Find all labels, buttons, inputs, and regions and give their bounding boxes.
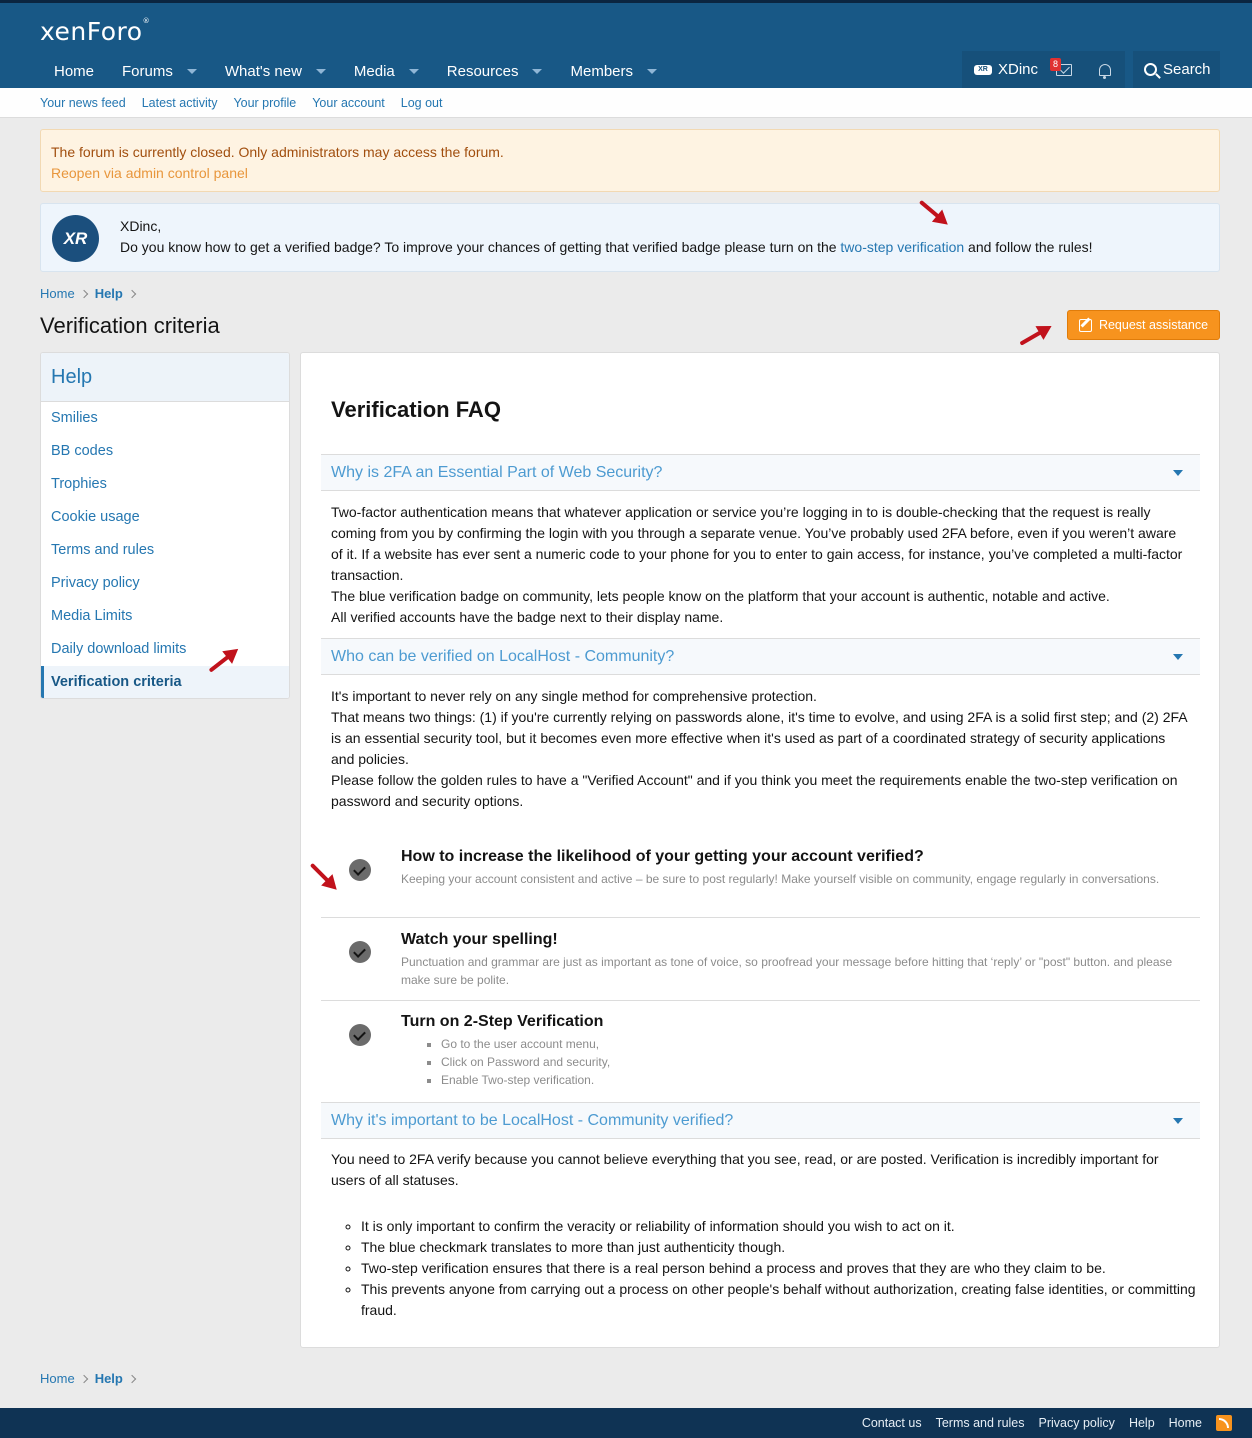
sidebar-title: Help [41, 353, 289, 402]
page-title: Verification criteria [40, 313, 220, 338]
search-icon [1144, 63, 1157, 76]
nav-members[interactable]: Members [556, 55, 671, 88]
request-assistance-button[interactable] [1067, 310, 1220, 340]
breadcrumb-home[interactable]: Home [40, 286, 75, 301]
chevron-down-icon[interactable] [187, 69, 197, 74]
avatar[interactable]: XR [974, 65, 992, 75]
tip-step: ▪ Enable Two-step verification. [441, 1071, 610, 1089]
notice-text: Do you know how to get a verified badge? To improve your chances of getting that verified badge please turn on the [120, 239, 841, 255]
faq-answer-2fa [331, 502, 1191, 628]
caret-down-icon [1173, 470, 1183, 476]
request-assistance-label: Request assistance [1098, 318, 1209, 332]
sidebar-item-privacy[interactable]: Privacy policy [51, 575, 140, 591]
inbox-count-badge: 8 [1050, 58, 1061, 71]
main-nav [40, 55, 671, 88]
subnav-latest-activity[interactable]: Latest activity [141, 95, 218, 110]
subnav-log-out[interactable]: Log out [400, 95, 443, 110]
answer-paragraph: Two-factor authentication means that whatever application or service you’re logging in to is double-checking that the request is really coming from you by confirming the login with you through a separate venue. You’ve probably used 2FA before, even if you weren’t aware of it. If a website has ever sent a numeric code to your phone for you to enter to gain access, for instance, you’ve completed a multi-factor transaction. [331, 504, 1183, 583]
forum-closed-notice [40, 129, 1220, 192]
sidebar-item-verification-criteria[interactable]: Verification criteria [41, 666, 289, 699]
edit-icon [1079, 319, 1092, 332]
answer-paragraph: All verified accounts have the badge next to their display name. [331, 609, 724, 625]
tip-title: How to increase the likelihood of your getting your account verified? [401, 848, 924, 865]
faq-answer-why-verified [331, 1149, 1191, 1191]
search-button[interactable] [1133, 51, 1220, 88]
faq-question-text: Why it's important to be LocalHost - Community verified? [331, 1112, 734, 1129]
nav-home[interactable]: Home [40, 55, 108, 88]
tip-item [321, 918, 1200, 1001]
chevron-down-icon[interactable] [409, 69, 419, 74]
verified-badge-notice [40, 203, 1220, 272]
answer-paragraph: You need to 2FA verify because you cannot believe everything that you see, read, or are posted. Verification is incredibly important for users of all statuses. [331, 1151, 1159, 1188]
subnav-your-profile[interactable]: Your profile [233, 95, 297, 110]
faq-bullet-list [361, 1216, 1201, 1321]
footer-home[interactable]: Home [1168, 1416, 1202, 1430]
chevron-right-icon [128, 1374, 136, 1382]
site-header [0, 3, 1252, 88]
tip-step: ▪ Click on Password and security, [441, 1053, 610, 1071]
subnav-your-account[interactable]: Your account [312, 95, 385, 110]
verified-check-icon [349, 859, 371, 881]
sidebar-item-media-limits[interactable]: Media Limits [51, 608, 133, 624]
faq-question-text: Why is 2FA an Essential Part of Web Security? [331, 464, 663, 481]
avatar: XR [52, 215, 99, 262]
nav-resources[interactable]: Resources [433, 55, 557, 88]
verified-check-icon [349, 1024, 371, 1046]
notice-text: and follow the rules! [964, 239, 1093, 255]
tip-title: Watch your spelling! [401, 931, 558, 948]
faq-question-2fa[interactable] [321, 454, 1200, 491]
caret-down-icon [1173, 654, 1183, 660]
breadcrumb-home[interactable]: Home [40, 1371, 75, 1386]
sidebar-item-bb-codes[interactable]: BB codes [51, 443, 114, 459]
subnav-news-feed[interactable]: Your news feed [40, 95, 126, 110]
notice-greeting: XDinc, [120, 218, 162, 234]
chevron-down-icon[interactable] [316, 69, 326, 74]
footer-contact-us[interactable]: Contact us [861, 1416, 922, 1430]
chevron-right-icon [128, 289, 136, 297]
reopen-link[interactable]: Reopen via admin control panel [51, 165, 248, 181]
faq-answer-who [331, 686, 1191, 812]
breadcrumb-help[interactable]: Help [94, 1371, 123, 1386]
tip-title: Turn on 2-Step Verification [401, 1013, 604, 1030]
sidebar-item-terms[interactable]: Terms and rules [51, 542, 155, 558]
chevron-down-icon[interactable] [647, 69, 657, 74]
list-item: ◦ It is only important to confirm the veracity or reliability of information should you wish to act on it. [361, 1216, 1201, 1237]
footer-terms[interactable]: Terms and rules [935, 1416, 1025, 1430]
answer-paragraph: That means two things: (1) if you're currently relying on passwords alone, it's time to evolve, and using 2FA is a solid first step; and (2) 2FA is an essential security tool, but it becomes even more effective when it's used as part of a coordinated strategy of security applications and policies. [331, 709, 1187, 767]
notice-body [120, 237, 1093, 258]
forum-closed-text: The forum is currently closed. Only administrators may access the forum. [51, 144, 504, 160]
rss-icon[interactable] [1216, 1415, 1232, 1431]
sidebar-item-download-limits[interactable]: Daily download limits [51, 641, 187, 657]
user-name[interactable]: XDinc [998, 61, 1039, 78]
nav-forums[interactable]: Forums [108, 55, 211, 88]
faq-content [300, 352, 1220, 1348]
faq-question-why-verified[interactable] [321, 1102, 1200, 1139]
site-footer [0, 1408, 1252, 1438]
search-label: Search [1163, 61, 1211, 78]
faq-title: Verification FAQ [331, 397, 501, 422]
chevron-right-icon [79, 289, 87, 297]
two-step-verification-link[interactable]: two-step verification [840, 239, 965, 255]
nav-media[interactable]: Media [340, 55, 433, 88]
user-menu[interactable] [962, 51, 1125, 88]
breadcrumb-help[interactable]: Help [94, 286, 123, 301]
tip-steps [441, 1035, 610, 1089]
tip-description: Keeping your account consistent and active – be sure to post regularly! Make yourself visible on community, engage regularly in conversations. [401, 872, 1160, 886]
sidebar-item-cookie-usage[interactable]: Cookie usage [51, 509, 140, 525]
sidebar-item-smilies[interactable]: Smilies [51, 410, 98, 426]
nav-whats-new[interactable]: What's new [211, 55, 340, 88]
caret-down-icon [1173, 1118, 1183, 1124]
xenforo-logo[interactable]: xenForo® [40, 17, 151, 46]
help-sidebar [40, 352, 290, 699]
chevron-right-icon [79, 1374, 87, 1382]
tip-item [321, 833, 1200, 918]
list-item: ◦ The blue checkmark translates to more than just authenticity though. [361, 1237, 1201, 1258]
footer-help[interactable]: Help [1128, 1416, 1155, 1430]
list-item: ◦ This prevents anyone from carrying out a process on other people's behalf without authorization, creating false identities, or committing fraud. [361, 1279, 1201, 1321]
footer-privacy[interactable]: Privacy policy [1038, 1416, 1115, 1430]
list-item: ◦ Two-step verification ensures that there is a real person behind a process and proves that they are who they claim to be. [361, 1258, 1201, 1279]
answer-paragraph: It's important to never rely on any single method for comprehensive protection. [331, 688, 817, 704]
faq-question-who[interactable] [321, 638, 1200, 675]
sub-navigation [0, 88, 1252, 118]
answer-paragraph: The blue verification badge on community, lets people know on the platform that your account is authentic, notable and active. [331, 588, 1110, 604]
faq-question-text: Who can be verified on LocalHost - Community? [331, 648, 675, 665]
sidebar-item-trophies[interactable]: Trophies [51, 476, 107, 492]
bell-icon[interactable] [1099, 64, 1111, 76]
tip-item [321, 1001, 1200, 1101]
tip-step: ▪ Go to the user account menu, [441, 1035, 610, 1053]
breadcrumb-bottom [40, 1371, 143, 1386]
tip-description: Punctuation and grammar are just as important as tone of voice, so proofread your message before hitting that ‘reply’ or "post" button. and please make sure be polite. [401, 955, 1173, 987]
annotation-arrow [1018, 322, 1054, 349]
breadcrumb [40, 286, 143, 301]
answer-paragraph: Please follow the golden rules to have a "Verified Account" and if you think you meet the requirements enable the two-step verification on password and security options. [331, 772, 1178, 809]
verified-check-icon [349, 941, 371, 963]
chevron-down-icon[interactable] [532, 69, 542, 74]
